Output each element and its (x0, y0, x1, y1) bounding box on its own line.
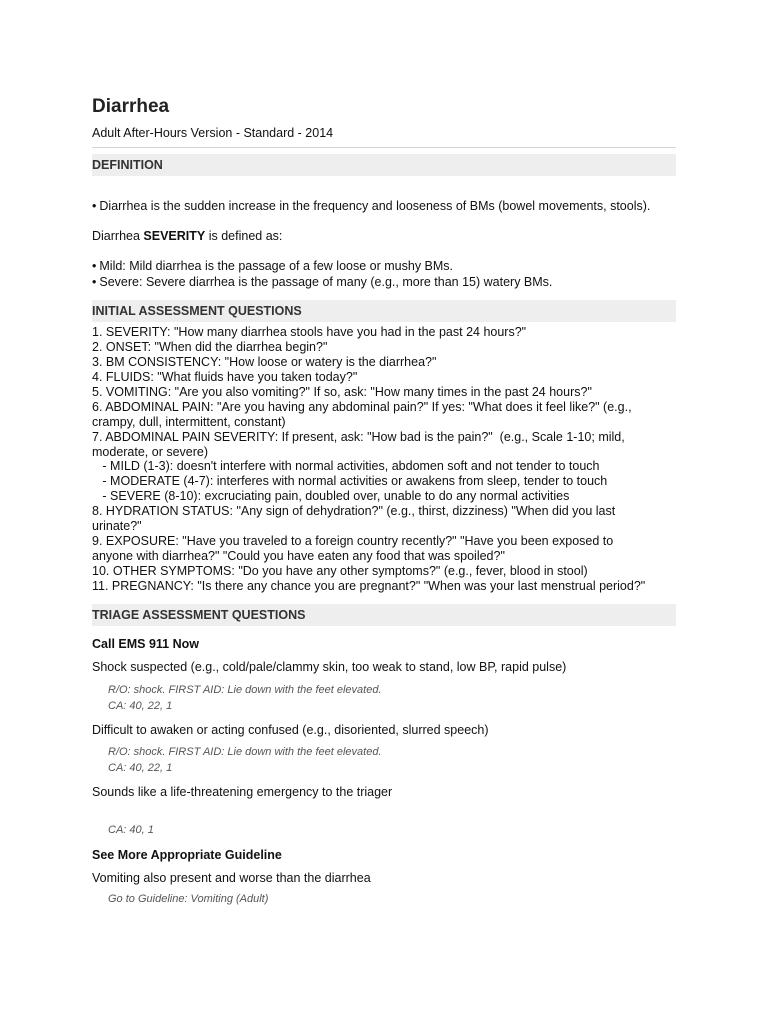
section-initial-assessment-header: INITIAL ASSESSMENT QUESTIONS (92, 300, 676, 322)
section-definition-header: DEFINITION (92, 154, 676, 176)
assessment-line: 7. ABDOMINAL PAIN SEVERITY: If present, ask: "How bad is the pain?" (e.g., Scale 1-10; mild, (92, 429, 625, 444)
triage-note: CA: 40, 1 (108, 824, 154, 836)
triage-question-vomiting: Vomiting also present and worse than the diarrhea (92, 871, 371, 885)
assessment-line: anyone with diarrhea?" "Could you have eaten any food that was spoiled?" (92, 549, 505, 564)
assessment-line: 10. OTHER SYMPTOMS: "Do you have any other symptoms?" (e.g., fever, blood in stool) (92, 564, 588, 578)
assessment-line: moderate, or severe) (92, 444, 209, 459)
assessment-line: 5. VOMITING: "Are you also vomiting?" If so, ask: "How many times in the past 24 hours?" (92, 384, 592, 399)
section-triage-header: TRIAGE ASSESSMENT QUESTIONS (92, 604, 676, 626)
triage-note: R/O: shock. FIRST AID: Lie down with the feet elevated. CA: 40, 22, 1 (108, 746, 382, 774)
triage-question-confused: Difficult to awaken or acting confused (e.g., disoriented, slurred speech) (92, 723, 489, 737)
severity-mild: • Mild: Mild diarrhea is the passage of a few loose or mushy BMs. (92, 259, 453, 273)
page-title: Diarrhea (92, 96, 170, 117)
severity-intro: Diarrhea SEVERITY is defined as: (92, 229, 283, 243)
assessment-line: - MILD (1-3): doesn't interfere with normal activities, abdomen soft and not tender to touch (92, 459, 600, 474)
assessment-line: 8. HYDRATION STATUS: "Any sign of dehydration?" (e.g., thirst, dizziness) "When did you last (92, 504, 616, 519)
definition-bullet: • Diarrhea is the sudden increase in the frequency and looseness of BMs (bowel movements, stools). (92, 199, 650, 213)
divider (92, 147, 676, 148)
assessment-line: urinate?" (92, 519, 142, 534)
assessment-line: crampy, dull, intermittent, constant) (92, 414, 286, 429)
assessment-line: 6. ABDOMINAL PAIN: "Are you having any abdominal pain?" If yes: "What does it feel like?" (e.g., (92, 399, 632, 414)
see-more-heading: See More Appropriate Guideline (92, 848, 282, 862)
assessment-line: 1. SEVERITY: "How many diarrhea stools have you had in the past 24 hours?" (92, 325, 527, 339)
assessment-line: - SEVERE (8-10): excruciating pain, doubled over, unable to do any normal activities (92, 489, 570, 504)
assessment-line: 4. FLUIDS: "What fluids have you taken today?" (92, 369, 358, 384)
triage-note: R/O: shock. FIRST AID: Lie down with the feet elevated. CA: 40, 22, 1 (108, 684, 382, 712)
call-ems-heading: Call EMS 911 Now (92, 637, 199, 651)
triage-question-shock: Shock suspected (e.g., cold/pale/clammy skin, too weak to stand, low BP, rapid pulse) (92, 660, 567, 674)
severity-severe: • Severe: Severe diarrhea is the passage of many (e.g., more than 15) watery BMs. (92, 275, 552, 289)
triage-note: Go to Guideline: Vomiting (Adult) (108, 893, 269, 905)
assessment-line: 2. ONSET: "When did the diarrhea begin?" (92, 339, 328, 354)
assessment-line: 9. EXPOSURE: "Have you traveled to a foreign country recently?" "Have you been exposed to (92, 534, 614, 549)
assessment-line: 3. BM CONSISTENCY: "How loose or watery is the diarrhea?" (92, 354, 437, 369)
initial-assessment-list (92, 325, 645, 594)
triage-question-life-threatening: Sounds like a life-threatening emergency to the triager (92, 785, 393, 799)
assessment-line: - MODERATE (4-7): interferes with normal activities or awakens from sleep, tender to touch (92, 474, 608, 489)
assessment-line: 11. PREGNANCY: "Is there any chance you are pregnant?" "When was your last menstrual period?" (92, 578, 646, 593)
page-subtitle: Adult After-Hours Version - Standard - 2014 (92, 126, 334, 140)
